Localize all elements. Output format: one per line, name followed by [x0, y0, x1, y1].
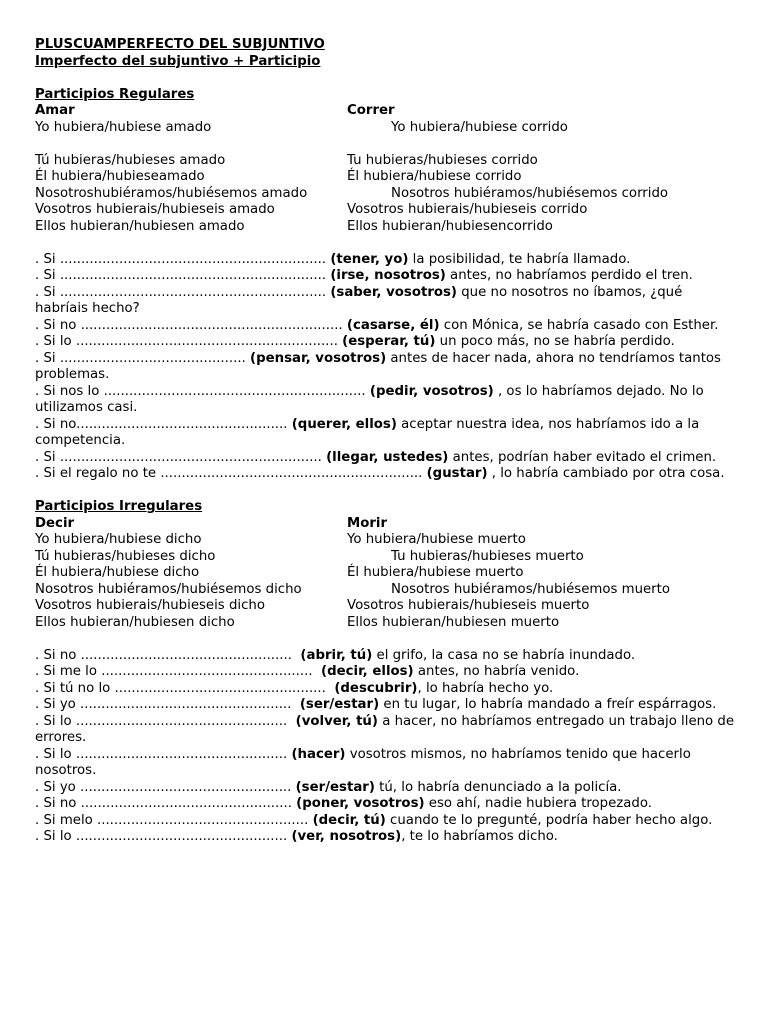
exercise-prompt: . Si yo ..................................................: [35, 697, 300, 712]
conjugation-row: [35, 219, 735, 236]
exercise-prompt: . Si no ..............................................................: [35, 317, 347, 333]
exercise-rest: vosotros mismos, no habríamos tenido que hacerlo nosotros.: [35, 746, 691, 778]
exercise-item: [35, 334, 735, 351]
document-subtitle: Imperfecto del subjuntivo + Participio: [35, 53, 321, 69]
conjugation-left: Yo hubiera/hubiese amado: [35, 119, 212, 135]
exercise-rest: la posibilidad, te habría llamado.: [408, 251, 631, 267]
conjugation-row: [35, 582, 735, 599]
exercise-verb-hint: (volver, tú): [295, 713, 378, 729]
conjugation-right: Vosotros hubierais/hubieseis muerto: [347, 598, 590, 613]
spacer: [35, 631, 735, 648]
conjugation-right: Nosotros hubiéramos/hubiésemos corrido: [391, 185, 669, 201]
conjugation-right: Yo hubiera/hubiese corrido: [391, 119, 568, 135]
conjugation-row: [35, 202, 735, 219]
conjugation-right: Yo hubiera/hubiese muerto: [347, 532, 526, 547]
conjugation-row: [35, 615, 735, 632]
section-irregulares: [35, 499, 735, 846]
conjugation-left: Vosotros hubierais/hubieseis dicho: [35, 598, 265, 613]
conjugation-row: [35, 549, 735, 566]
verb-name-left: Decir: [35, 515, 75, 531]
exercise-item: [35, 285, 735, 318]
exercise-rest: antes, no habría venido.: [413, 664, 580, 679]
conjugation-left: Nosotroshubiéramos/hubiésemos amado: [35, 185, 308, 201]
verb-name-left: Amar: [35, 103, 75, 118]
document-title: PLUSCUAMPERFECTO DEL SUBJUNTIVO: [35, 37, 325, 52]
exercise-rest: antes, podrían haber evitado el crimen.: [448, 449, 717, 465]
exercise-verb-hint: (pedir, vosotros): [369, 383, 494, 399]
exercise-rest: , te lo habríamos dicho.: [401, 829, 558, 844]
exercise-prompt: . Si ...............................................................: [35, 251, 331, 267]
exercise-prompt: . Si ............................................: [35, 350, 251, 366]
conjugation-row: [35, 153, 735, 170]
conjugation-right: Vosotros hubierais/hubieseis corrido: [347, 202, 588, 217]
exercise-item: [35, 268, 735, 285]
exercise-prompt: . Si ..............................................................: [35, 449, 327, 465]
conjugation-row: [35, 598, 735, 615]
conjugation-left: Vosotros hubierais/hubieseis amado: [35, 202, 275, 217]
exercise-rest: antes, no habríamos perdido el tren.: [445, 268, 693, 283]
exercise-verb-hint: (ser/estar): [295, 779, 375, 795]
conjugation-row: [35, 565, 735, 582]
exercise-item: [35, 664, 735, 681]
exercise-item: [35, 450, 735, 467]
exercise-rest: cuando te lo pregunté, podría haber hecho algo.: [385, 812, 713, 828]
exercise-item: [35, 466, 735, 483]
exercise-prompt: . Si ...............................................................: [35, 284, 331, 300]
conjugation-right: Ellos hubieran/hubiesen muerto: [347, 614, 560, 630]
exercise-prompt: . Si lo ..................................................: [35, 829, 292, 844]
exercise-prompt: . Si no ..................................................: [35, 647, 301, 663]
conjugation-right: Tu hubieras/hubieses muerto: [391, 548, 584, 564]
exercise-rest: aceptar nuestra idea, nos habríamos ido a la competencia.: [35, 416, 700, 448]
exercise-prompt: . Si ...............................................................: [35, 268, 331, 283]
exercise-verb-hint: (decir, ellos): [321, 664, 414, 679]
document-page: [35, 37, 735, 846]
exercise-rest: el grifo, la casa no se habría inundado.: [372, 647, 636, 663]
exercise-verb-hint: (irse, nosotros): [330, 268, 446, 283]
exercise-verb-hint: (tener, yo): [330, 251, 409, 267]
conjugation-right: Él hubiera/hubiese corrido: [347, 169, 522, 184]
exercise-rest: , lo habría hecho yo.: [417, 680, 554, 696]
exercise-verb-hint: (saber, vosotros): [330, 284, 458, 300]
conjugation-row: [35, 532, 735, 549]
exercise-prompt: . Si lo ..................................................: [35, 713, 296, 729]
exercise-rest: , os lo habríamos dejado. No lo utilizamos casi.: [35, 383, 704, 415]
exercise-prompt: . Si yo ..................................................: [35, 779, 296, 795]
verb-name-right: Morir: [347, 515, 388, 531]
exercise-prompt: . Si nos lo ..............................................................: [35, 383, 370, 399]
conjugation-right: Él hubiera/hubiese muerto: [347, 565, 524, 580]
conjugation-left: Tú hubieras/hubieses amado: [35, 152, 226, 168]
verb-name-right: Correr: [347, 103, 395, 118]
spacer: [35, 235, 735, 252]
section-title: Participios Irregulares: [35, 499, 203, 514]
exercise-prompt: . Si el regalo no te ..............................................................: [35, 466, 427, 481]
exercise-item: [35, 813, 735, 830]
exercise-prompt: . Si no ..................................................: [35, 796, 297, 811]
exercise-rest: antes de hacer nada, ahora no tendríamos tantos problemas.: [35, 350, 721, 382]
exercise-rest: un poco más, no se habría perdido.: [435, 334, 675, 349]
exercise-verb-hint: (querer, ellos): [291, 416, 397, 432]
exercise-verb-hint: (abrir, tú): [300, 647, 373, 663]
exercise-prompt: . Si lo ..............................................................: [35, 334, 343, 349]
conjugation-table: [35, 120, 735, 236]
exercise-item: [35, 252, 735, 269]
spacer: [35, 136, 735, 153]
conjugation-left: Él hubiera/hubieseamado: [35, 169, 205, 184]
conjugation-right: Tu hubieras/hubieses corrido: [347, 152, 538, 168]
exercise-verb-hint: (decir, tú): [312, 812, 386, 828]
exercise-item: [35, 351, 735, 384]
exercise-item: [35, 829, 735, 846]
conjugation-left: Él hubiera/hubiese dicho: [35, 565, 200, 580]
exercise-prompt: . Si lo ..................................................: [35, 746, 292, 762]
exercise-item: [35, 714, 735, 747]
exercise-verb-hint: (llegar, ustedes): [326, 449, 449, 465]
conjugation-row: [35, 120, 735, 137]
exercise-prompt: . Si no..................................................: [35, 416, 292, 432]
exercise-item: [35, 697, 735, 714]
conjugation-left: Tú hubieras/hubieses dicho: [35, 548, 216, 564]
exercise-rest: en tu lugar, lo habría mandado a freír espárragos.: [379, 697, 717, 712]
conjugation-left: Ellos hubieran/hubiesen dicho: [35, 614, 235, 630]
section-title: Participios Regulares: [35, 86, 195, 102]
conjugation-left: Ellos hubieran/hubiesen amado: [35, 218, 245, 234]
exercise-rest: a hacer, no habríamos entregado un trabajo lleno de errores.: [35, 713, 735, 745]
conjugation-right: Ellos hubieran/hubiesencorrido: [347, 218, 553, 234]
exercise-item: [35, 417, 735, 450]
spacer: [35, 483, 735, 500]
exercise-item: [35, 780, 735, 797]
verb-header-row: [35, 103, 735, 120]
conjugation-row: [35, 169, 735, 186]
exercise-verb-hint: (ser/estar): [299, 697, 380, 712]
exercise-list: [35, 648, 735, 846]
exercise-item: [35, 318, 735, 335]
exercise-verb-hint: (ver, nosotros): [291, 829, 402, 844]
conjugation-left: Yo hubiera/hubiese dicho: [35, 532, 202, 547]
verb-header-row: [35, 516, 735, 533]
exercise-rest: , lo habría cambiado por otra cosa.: [487, 466, 725, 481]
exercise-verb-hint: (casarse, él): [346, 317, 440, 333]
exercise-rest: que no nosotros no íbamos, ¿qué habríais hecho?: [35, 284, 683, 316]
exercise-item: [35, 747, 735, 780]
exercise-verb-hint: (gustar): [426, 466, 488, 481]
conjugation-left: Nosotros hubiéramos/hubiésemos dicho: [35, 581, 302, 597]
exercise-list: [35, 252, 735, 483]
exercise-rest: tú, lo habría denunciado a la policía.: [374, 779, 622, 795]
exercise-prompt: . Si tú no lo ..................................................: [35, 680, 335, 696]
exercise-verb-hint: (hacer): [291, 746, 346, 762]
exercise-item: [35, 796, 735, 813]
exercise-item: [35, 648, 735, 665]
exercise-item: [35, 681, 735, 698]
spacer: [35, 70, 735, 87]
exercise-verb-hint: (esperar, tú): [342, 334, 436, 349]
conjugation-table: [35, 532, 735, 631]
exercise-rest: eso ahí, nadie hubiera tropezado.: [424, 796, 652, 811]
conjugation-row: [35, 186, 735, 203]
conjugation-right: Nosotros hubiéramos/hubiésemos muerto: [391, 581, 671, 597]
exercise-verb-hint: (descubrir): [334, 680, 418, 696]
section-regulares: [35, 87, 735, 483]
exercise-prompt: . Si me lo ..................................................: [35, 664, 322, 679]
exercise-item: [35, 384, 735, 417]
exercise-verb-hint: (poner, vosotros): [296, 796, 425, 811]
exercise-verb-hint: (pensar, vosotros): [250, 350, 387, 366]
exercise-prompt: . Si melo ..................................................: [35, 812, 313, 828]
exercise-rest: con Mónica, se habría casado con Esther.: [439, 317, 719, 333]
